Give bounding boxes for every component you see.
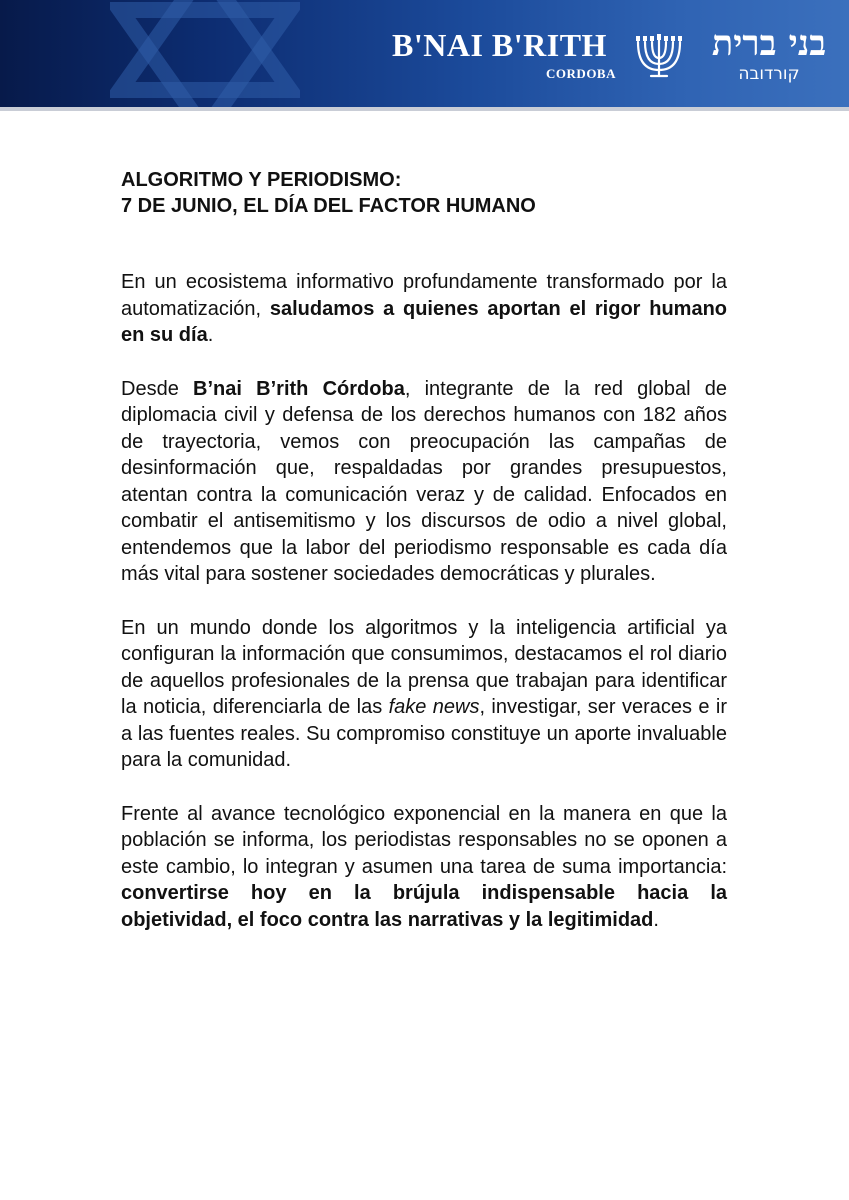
paragraph-1 (121, 269, 727, 349)
paragraph-2-text-c: , integrante de la red global de diplomacia civil y defensa de los derechos humanos con 182 años de trayectoria, vemos con preocupación las campañas de desinformación que, respaldadas por grandes presupuestos, atentan contra la comunicación veraz y de calidad. Enfocados en combatir el antisemitismo y los discursos de odio a nivel global, entendemos que la labor del periodismo responsable es cada día más vital para sostener sociedades democráticas y plurales. (121, 377, 728, 585)
paragraph-1-text-a: En un ecosistema informativo profundamente transformado por la automatización, (121, 271, 727, 320)
star-of-david-icon (110, 0, 300, 107)
paragraph-1-text-c: . (207, 324, 214, 346)
paragraph-3-text-a: En un mundo donde los algoritmos y la inteligencia artificial ya configuran la información que consumimos, destacamos el rol diario de aquellos profesionales de la prensa que trabajan para identificar la noticia, diferenciarla de las (121, 616, 727, 718)
paragraph-3-italic: fake news (388, 696, 480, 718)
brand-name: B'NAI B'RITH (392, 27, 607, 63)
document-body (121, 167, 727, 933)
paragraph-4-text-c: . (653, 908, 659, 931)
hebrew-brand-block (696, 24, 842, 84)
document-title (121, 167, 727, 219)
header-banner (0, 0, 849, 107)
brand-block (392, 28, 624, 82)
menorah-icon (630, 34, 688, 80)
paragraph-4 (121, 801, 727, 934)
title-line-1: ALGORITMO Y PERIODISMO: (121, 169, 402, 191)
paragraph-2-bold: B’nai B’rith Córdoba (193, 377, 405, 400)
paragraph-1-bold: saludamos a quienes aportan el rigor humano en su día (121, 297, 728, 346)
banner-divider (0, 107, 849, 111)
paragraph-3 (121, 615, 727, 774)
paragraph-3-text-c: , investigar, ser veraces e ir a las fuentes reales. Su compromiso constituye un aporte invaluable para la comunidad. (121, 696, 727, 771)
paragraph-2 (121, 376, 727, 588)
title-line-2: 7 DE JUNIO, EL DÍA DEL FACTOR HUMANO (121, 195, 536, 217)
brand-city: CORDOBA (546, 66, 616, 81)
hebrew-brand-city: קורדובה (738, 64, 800, 84)
paragraph-2-text-a: Desde (121, 377, 194, 400)
hebrew-brand-name: בני ברית (711, 23, 827, 64)
paragraph-4-bold: convertirse hoy en la brújula indispensable hacia la objetividad, el foco contra las narrativas y la legitimidad (121, 882, 727, 931)
paragraph-4-text-a: Frente al avance tecnológico exponencial en la manera en que la población se informa, los periodistas responsables no se oponen a este cambio, lo integran y asumen una tarea de suma importancia: (121, 802, 727, 878)
